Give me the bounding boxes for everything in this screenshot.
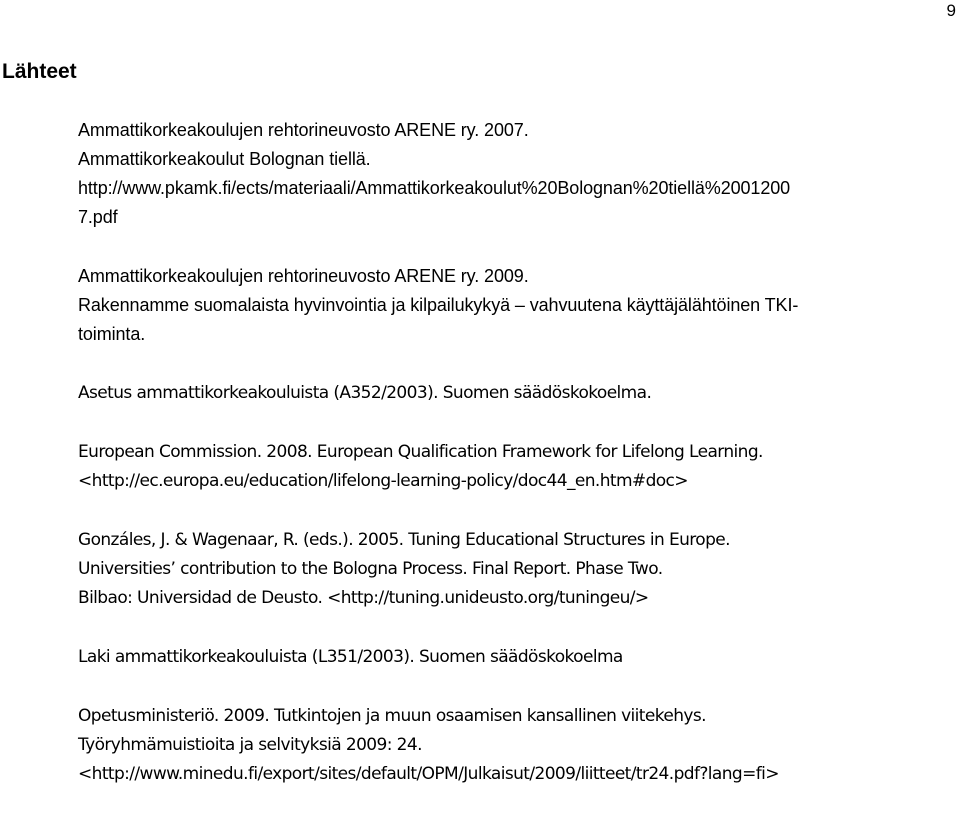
- reference-url[interactable]: Bilbao: Universidad de Deusto. <http://tuning.unideusto.org/tuningeu/>: [78, 588, 649, 608]
- reference-line: Opetusministeriö. 2009. Tutkintojen ja muun osaamisen kansallinen viitekehys.: [78, 706, 706, 726]
- reference-url-continued[interactable]: 7.pdf: [78, 207, 118, 227]
- reference-line: Rakennamme suomalaista hyvinvointia ja kilpailukykyä – vahvuutena käyttäjälähtöinen TKI-: [78, 295, 799, 315]
- reference-line: Asetus ammattikorkeakouluista (A352/2003). Suomen säädöskokoelma.: [78, 383, 652, 403]
- reference-laki: [78, 643, 958, 672]
- reference-line: Laki ammattikorkeakouluista (L351/2003). Suomen säädöskokoelma: [78, 647, 623, 667]
- reference-line: Ammattikorkeakoulujen rehtorineuvosto ARENE ry. 2009.: [78, 266, 529, 286]
- reference-european-commission: [78, 438, 958, 496]
- reference-arene-2009: [78, 262, 958, 349]
- reference-url[interactable]: <http://ec.europa.eu/education/lifelong-learning-policy/doc44_en.htm#doc>: [78, 471, 688, 491]
- reference-opetusministerio: [78, 702, 958, 789]
- reference-url[interactable]: http://www.pkamk.fi/ects/materiaali/Ammattikorkeakoulut%20Bolognan%20tiellä%2001200: [78, 178, 791, 198]
- page-number: 9: [946, 1, 956, 20]
- reference-gonzales: [78, 526, 958, 613]
- reference-arene-2007: [78, 116, 958, 232]
- page-title: Lähteet: [2, 60, 77, 83]
- reference-url[interactable]: <http://www.minedu.fi/export/sites/default/OPM/Julkaisut/2009/liitteet/tr24.pdf?lang=fi>: [78, 764, 779, 784]
- reference-asetus: [78, 379, 958, 408]
- reference-line: Universities’ contribution to the Bologna Process. Final Report. Phase Two.: [78, 559, 663, 579]
- reference-line: European Commission. 2008. European Qualification Framework for Lifelong Learning.: [78, 442, 763, 462]
- reference-line: Työryhmämuistioita ja selvityksiä 2009: 24.: [78, 735, 422, 755]
- reference-list: [78, 116, 958, 819]
- reference-line: Gonzáles, J. & Wagenaar, R. (eds.). 2005. Tuning Educational Structures in Europe.: [78, 530, 730, 550]
- reference-line: toiminta.: [78, 324, 146, 344]
- reference-line: Ammattikorkeakoulut Bolognan tiellä.: [78, 149, 371, 169]
- reference-line: Ammattikorkeakoulujen rehtorineuvosto ARENE ry. 2007.: [78, 120, 529, 140]
